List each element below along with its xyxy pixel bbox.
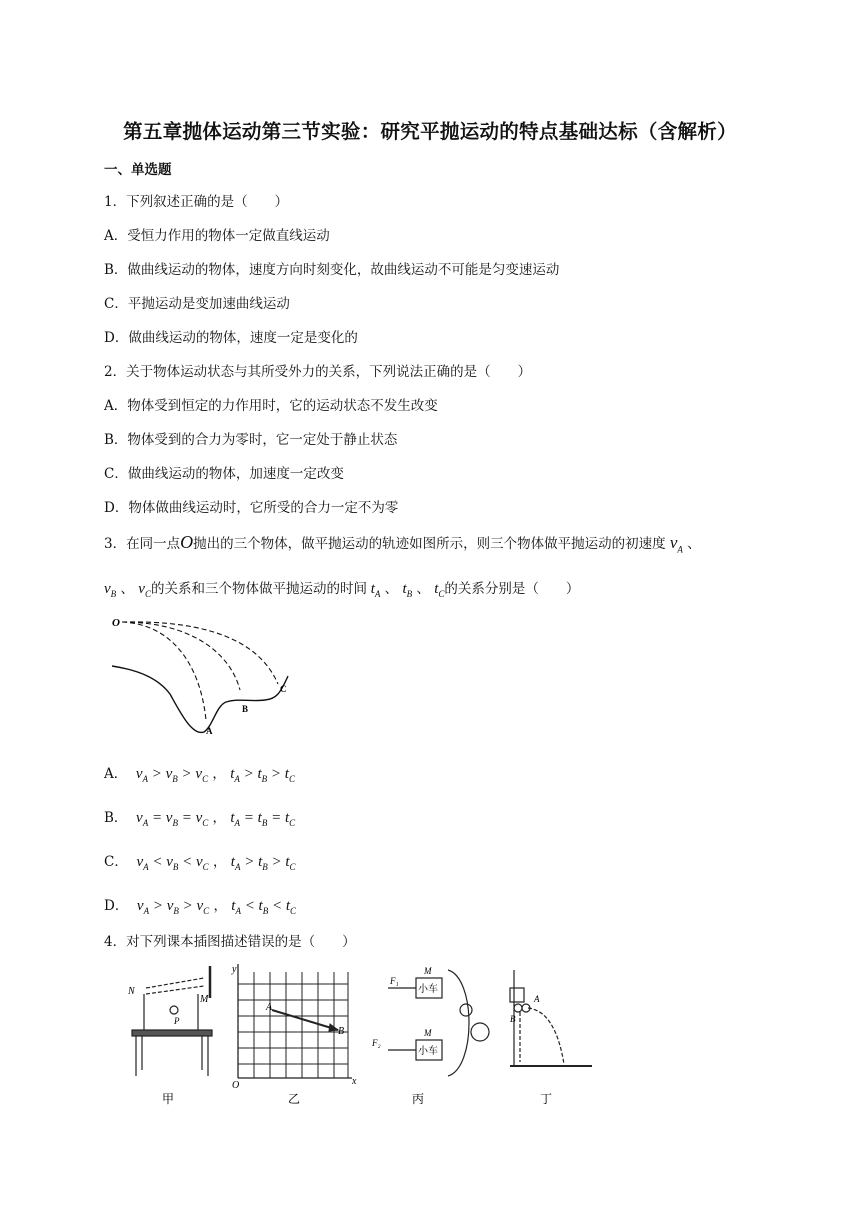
trajectory-b: [122, 622, 240, 690]
label-bing-f1: F₁: [390, 976, 399, 986]
label-bing-cart1: 小车: [418, 984, 438, 995]
question-3-option-c: C． $v_A < v_B < v_C$ ， $t_A > t_B > t_C$: [104, 854, 296, 872]
question-3-option-d: D． $v_A > v_B > v_C$ ， $t_A < t_B < t_C$: [104, 898, 297, 916]
question-1-option-c: C．平抛运动是变加速曲线运动: [104, 296, 290, 312]
label-a: A: [206, 726, 213, 736]
label-jia-n: N: [128, 986, 135, 997]
label-yi-y: y: [232, 964, 237, 975]
figure-jia: [132, 966, 212, 1076]
question-3-option-b: B． $v_A = v_B = v_C$ ， $t_A = t_B = t_C$: [104, 810, 296, 828]
question-1-option-d: D．做曲线运动的物体，速度一定是变化的: [104, 330, 358, 346]
question-3-stem-line-2: $v_B$ 、 $v_C$的关系和三个物体做平抛运动的时间 $t_A$ 、 $t_B$ 、 $t_C$的关系分别是（ ）: [104, 581, 580, 599]
label-bing-cart2: 小车: [418, 1046, 438, 1057]
question-3-stem-line-1: 3．在同一点O抛出的三个物体，做平抛运动的轨迹如图所示，则三个物体做平抛运动的初速度 $v_A$ 、: [104, 532, 701, 555]
label-yi-o: O: [232, 1080, 240, 1091]
section-heading: 一、单选题: [104, 162, 172, 178]
question-1-option-b: B．做曲线运动的物体，速度方向时刻变化，故曲线运动不可能是匀变速运动: [104, 262, 560, 278]
question-4-figures: [126, 958, 606, 1108]
caption-ding: 丁: [540, 1092, 553, 1106]
label-jia-p: P: [174, 1016, 180, 1026]
label-yi-x: x: [352, 1076, 357, 1087]
label-ding-a: A: [534, 994, 540, 1004]
question-3-trajectory-figure: [110, 612, 300, 742]
figure-yi: [238, 964, 352, 1078]
question-3-option-a: A． $v_A > v_B > v_C$ ， $t_A > t_B > t_C$: [104, 766, 295, 784]
label-o: O: [112, 617, 120, 629]
label-bing-f2: F₂: [372, 1038, 381, 1048]
caption-bing: 丙: [412, 1092, 425, 1106]
figure-ding: [510, 970, 592, 1066]
terrain-curve: [112, 666, 288, 732]
label-bing-m2: M: [424, 1028, 432, 1038]
caption-yi: 乙: [288, 1092, 301, 1106]
question-2-option-b: B．物体受到的合力为零时，它一定处于静止状态: [104, 432, 398, 448]
label-ding-b: B: [510, 1014, 516, 1024]
question-2-stem: 2．关于物体运动状态与其所受外力的关系，下列说法正确的是（ ）: [104, 364, 532, 380]
label-c: C: [280, 684, 287, 694]
label-bing-m1: M: [424, 966, 432, 976]
question-4-stem: 4．对下列课本插图描述错误的是（ ）: [104, 934, 356, 950]
question-2-option-a: A．物体受到恒定的力作用时，它的运动状态不发生改变: [104, 398, 438, 414]
question-1-option-a: A．受恒力作用的物体一定做直线运动: [104, 228, 330, 244]
question-2-option-d: D．物体做曲线运动时，它所受的合力一定不为零: [104, 500, 399, 516]
caption-jia: 甲: [162, 1092, 175, 1106]
label-b: B: [242, 704, 249, 714]
figure-bing: [388, 970, 489, 1076]
label-yi-a: A: [266, 1002, 273, 1013]
label-yi-b: B: [338, 1026, 345, 1037]
label-jia-m: M: [200, 994, 209, 1005]
question-2-option-c: C．做曲线运动的物体，加速度一定改变: [104, 466, 344, 482]
page-title: 第五章抛体运动第三节实验：研究平抛运动的特点基础达标（含解析）: [123, 120, 737, 143]
question-1-stem: 1．下列叙述正确的是（ ）: [104, 194, 289, 210]
